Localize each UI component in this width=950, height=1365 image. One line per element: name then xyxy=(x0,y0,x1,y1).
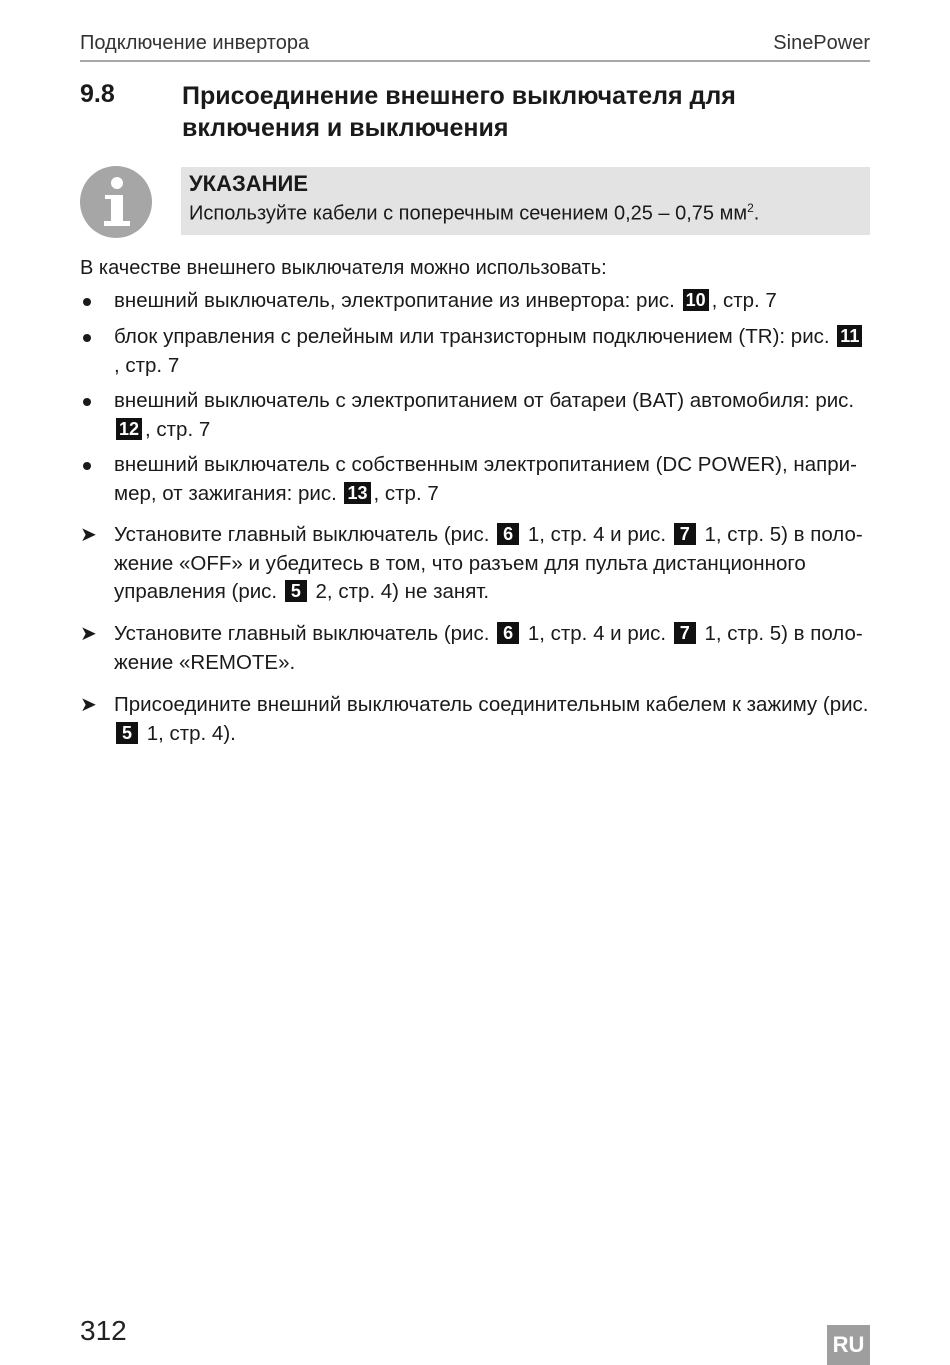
section-title: Присоединение внешнего выключателя для включения и выключения xyxy=(182,82,736,142)
bullet-icon xyxy=(83,462,91,470)
header-product: SinePower xyxy=(773,32,870,54)
figure-ref: 7 xyxy=(674,523,696,545)
list-item: блок управления с релейным или транзисторным подключением (TR): рис. 11, стр. 7 xyxy=(80,323,870,380)
page-header xyxy=(80,30,870,62)
note-title: УКАЗАНИЕ xyxy=(189,171,309,196)
arrow-icon: ➤ xyxy=(80,694,97,716)
figure-ref: 5 xyxy=(116,722,138,744)
figure-ref: 13 xyxy=(344,482,370,504)
list-item: внешний выключатель с электропитанием от батареи (BAT) автомобиля: рис. 12 , стр. 7 xyxy=(80,387,870,444)
bullet-icon xyxy=(83,298,91,306)
note-box xyxy=(181,167,870,235)
step-item: ➤ Установите главный выключатель (рис. 6 1, стр. 4 и рис. 7 1, стр. 5) в положение «REMOTE». xyxy=(80,622,863,674)
figure-ref: 7 xyxy=(674,622,696,644)
section-number: 9.8 xyxy=(80,80,115,108)
figure-ref: 5 xyxy=(285,580,307,602)
header-chapter: Подключение инвертора xyxy=(80,32,310,54)
bullet-icon xyxy=(83,334,91,342)
list-item: внешний выключатель с собственным электропитанием (DC POWER), например, от зажигания: рис. 13 , стр. 7 xyxy=(80,451,870,508)
arrow-icon: ➤ xyxy=(80,623,97,645)
bullet-icon xyxy=(83,398,91,406)
info-icon xyxy=(80,166,152,238)
language-badge: RU xyxy=(827,1325,870,1365)
figure-ref: 6 xyxy=(497,622,519,644)
figure-ref: 6 xyxy=(497,523,519,545)
intro-paragraph: В качестве внешнего выключателя можно использовать: xyxy=(80,257,607,279)
step-item: ➤ Присоедините внешний выключатель соединительным кабелем к зажиму (рис. 5 1, стр. 4). xyxy=(80,693,869,745)
note-text: Используйте кабели с поперечным сечением 0,25 – 0,75 $мм^2$. xyxy=(189,201,760,225)
figure-ref: 11 xyxy=(837,325,862,347)
figure-ref: 12 xyxy=(116,418,142,440)
arrow-icon: ➤ xyxy=(80,524,97,546)
page-number: 312 xyxy=(80,1315,127,1346)
step-item: ➤ Установите главный выключатель (рис. 6 1, стр. 4 и рис. 7 1, стр. 5) в положение «OFF» и убедитесь в том, что разъем для пульта дистанционного управления (рис. 5 2, стр. 4) не занят. xyxy=(80,523,863,603)
list-item: внешний выключатель, электропитание из инвертора: рис. 10 , стр. 7 xyxy=(80,287,870,316)
figure-ref: 10 xyxy=(683,289,709,311)
